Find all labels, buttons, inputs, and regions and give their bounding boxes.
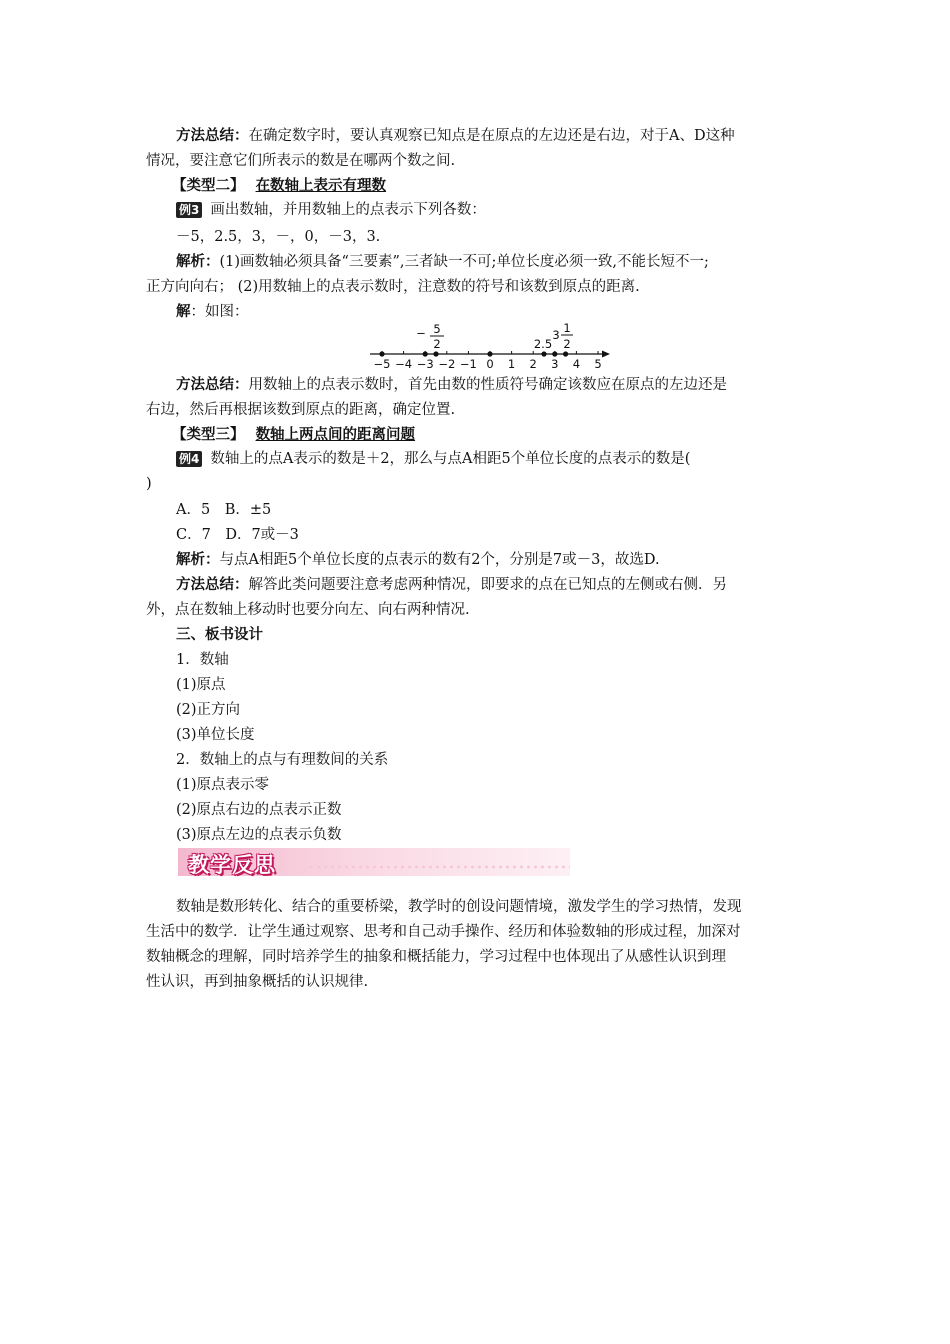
example-text: 数轴上的点A表示的数是＋2，那么与点A相距5个单位长度的点表示的数是( [210, 451, 691, 467]
axis-arrow-icon [602, 351, 610, 358]
number-line-point [563, 351, 568, 356]
tick-label: −3 [416, 357, 434, 371]
example-badge: 例3 [176, 202, 202, 218]
tick-label: −2 [438, 357, 456, 371]
mixed-whole: 3 [552, 328, 560, 342]
type-bracket: 【类型三】 [172, 426, 245, 443]
tick-label: 2 [529, 357, 537, 371]
method-label: 方法总结： [176, 576, 249, 593]
neg-frac-denominator: 2 [433, 337, 441, 351]
reflection-line: 性认识，再到抽象概括的认识规律. [146, 974, 369, 990]
reflection-title: 教学反思 [188, 853, 276, 877]
method-summary-3 [176, 575, 727, 595]
board-item: 1．数轴 [176, 652, 229, 668]
example-text: 画出数轴，并用数轴上的点表示下列各数： [210, 202, 486, 218]
example-badge: 例4 [176, 451, 202, 467]
analysis-label: 解析： [176, 253, 220, 270]
tick-label: 1 [507, 357, 516, 371]
tick-label: −4 [395, 357, 413, 371]
board-design-heading: 三、板书设计 [176, 626, 263, 643]
number-line-point [541, 351, 546, 356]
analysis-4 [176, 550, 660, 570]
neg-frac-numerator: 5 [433, 322, 441, 336]
neg-frac-sign: − [416, 326, 426, 340]
reflection-line: 生活中的数学．让学生通过观察、思考和自己动手操作、经历和体验数轴的形成过程，加深对 [146, 924, 741, 940]
example-3 [176, 200, 486, 220]
mixed-numerator: 1 [563, 321, 571, 335]
method-text: 用数轴上的点表示数时，首先由数的性质符号确定该数应在原点的左边还是 [248, 377, 727, 393]
reflection-line: 数轴概念的理解，同时培养学生的抽象和概括能力，学习过程中也体现出了从感性认识到理 [146, 949, 726, 965]
method-text: 解答此类问题要注意考虑两种情况，即要求的点在已知点的左侧或右侧．另 [248, 577, 727, 593]
method-summary-1-cont: 情况，要注意它们所表示的数是在哪两个数之间. [146, 153, 456, 169]
number-line-point [433, 351, 438, 356]
type-bracket: 【类型二】 [172, 177, 245, 194]
number-line-figure [360, 318, 620, 376]
example-4-options-cd: C．7 D．7或－3 [176, 527, 299, 543]
method-summary-2-cont: 右边，然后再根据该数到原点的距离，确定位置. [146, 402, 456, 418]
type-title: 数轴上两点间的距离问题 [255, 426, 416, 443]
tick-label: −5 [373, 357, 391, 371]
tick-label: 0 [486, 357, 494, 371]
method-summary-3-cont: 外，点在数轴上移动时也要分向左、向右两种情况. [146, 602, 470, 618]
method-summary-1 [176, 126, 735, 146]
solution-3 [176, 302, 249, 322]
number-line-point [487, 351, 492, 356]
analysis-3-cont: 正方向向右； (2)用数轴上的点表示数时，注意数的符号和该数到原点的距离. [146, 279, 640, 295]
analysis-text: 与点A相距5个单位长度的点表示的数有2个，分别是7或－3，故选D. [219, 552, 660, 568]
board-item: (1)原点 [176, 677, 226, 693]
solution-label: 解 [176, 303, 191, 320]
number-line-point [423, 351, 428, 356]
method-text: 在确定数字时，要认真观察已知点是在原点的左边还是右边，对于A、D这种 [248, 128, 735, 144]
teaching-reflection-banner [178, 848, 570, 876]
mixed-denominator: 2 [563, 337, 571, 351]
reflection-line: 数轴是数形转化、结合的重要桥梁，教学时的创设问题情境，激发学生的学习热情，发现 [176, 899, 742, 915]
example-4-options-ab: A．5 B．±5 [176, 502, 272, 518]
tick-label: 5 [594, 357, 602, 371]
tick-label: 3 [551, 357, 559, 371]
method-summary-2 [176, 375, 727, 395]
type-three-heading [172, 425, 415, 445]
board-item: (3)单位长度 [176, 727, 255, 743]
example-4 [176, 449, 690, 469]
board-item: (1)原点表示零 [176, 777, 270, 793]
method-label: 方法总结： [176, 127, 249, 144]
analysis-label: 解析： [176, 551, 220, 568]
type-two-heading [172, 176, 386, 196]
number-line-point [379, 351, 384, 356]
board-item: (2)原点右边的点表示正数 [176, 802, 342, 818]
board-item: (3)原点左边的点表示负数 [176, 827, 342, 843]
analysis-text: (1)画数轴必须具备“三要素”,三者缺一不可;单位长度必须一致,不能长短不一; [219, 254, 709, 270]
solution-text: ：如图： [190, 304, 249, 320]
example-4-close: ) [146, 476, 152, 492]
tick-label: −1 [459, 357, 477, 371]
example-3-numbers: －5，2.5，3，－，0，－3，3. [176, 229, 381, 245]
board-item: 2．数轴上的点与有理数间的关系 [176, 752, 389, 768]
tick-label: 4 [572, 357, 581, 371]
method-label: 方法总结： [176, 376, 249, 393]
type-title: 在数轴上表示有理数 [255, 177, 387, 194]
analysis-3 [176, 252, 709, 272]
number-line-point [552, 351, 557, 356]
banner-dots-decoration [308, 864, 570, 870]
label-2-5: 2.5 [533, 337, 553, 351]
board-item: (2)正方向 [176, 702, 241, 718]
